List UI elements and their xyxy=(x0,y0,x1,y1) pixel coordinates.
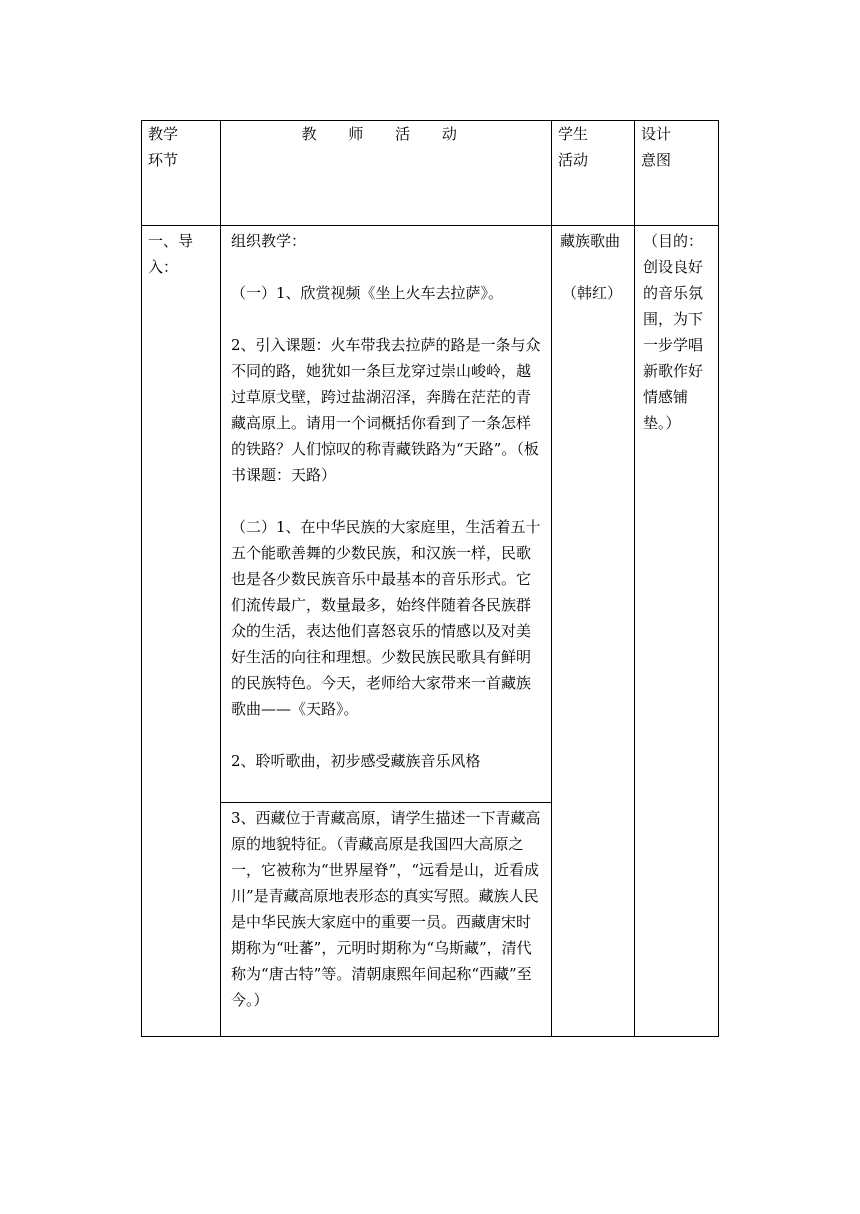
header-stage xyxy=(142,121,221,226)
table-row xyxy=(142,226,719,803)
teacher-paragraph: 2、引入课题：火车带我去拉萨的路是一条与众不同的路，她犹如一条巨龙穿过崇山峻岭，越过草原戈壁，跨过盐湖沼泽，奔腾在茫茫的青藏高原上。请用一个词概括你看到了一条怎样的铁路？人们惊叹的称青藏铁路为“天路”。（板书课题：天路） xyxy=(231,336,541,484)
header-design-line-1: 设计 xyxy=(641,125,672,143)
stage-cell xyxy=(142,226,221,1037)
header-student-line-2: 活动 xyxy=(558,151,589,169)
header-design xyxy=(635,121,719,226)
header-teacher-activity: 教 师 活 动 xyxy=(221,121,552,226)
teacher-activity-cell xyxy=(221,226,552,803)
teacher-paragraph: 组织教学： xyxy=(231,232,307,250)
teacher-paragraph: （二）1、在中华民族的大家庭里，生活着五十五个能歌善舞的少数民族，和汉族一样，民歌也是各少数民族音乐中最基本的音乐形式。它们流传最广，数量最多，始终伴随着各民族群众的生活，表达他们喜怒哀乐的情感以及对美好生活的向往和理想。少数民族民歌具有鲜明的民族特色。今天，老师给大家带来一首藏族歌曲——《天路》。 xyxy=(231,518,541,718)
header-row xyxy=(142,121,719,226)
student-text: 藏族歌曲 xyxy=(560,232,621,250)
teacher-activity-cell xyxy=(221,803,552,1037)
teacher-paragraph: 3、西藏位于青藏高原，请学生描述一下青藏高原的地貌特征。（青藏高原是我国四大高原之一，它被称为“世界屋脊”，“远看是山，近看成川”是青藏高原地表形态的真实写照。藏族人民是中华民族大家庭中的重要一员。西藏唐宋时期称为“吐蕃”，元明时期称为“乌斯藏”，清代称为“唐古特”等。清朝康熙年间起称“西藏”至今。） xyxy=(231,809,541,1009)
stage-text: 一、导入： xyxy=(148,232,194,276)
student-text: （韩红） xyxy=(562,284,623,302)
header-stage-line-2: 环节 xyxy=(148,151,179,169)
student-activity-cell xyxy=(552,226,635,1037)
teacher-paragraph: （一）1、欣赏视频《坐上火车去拉萨》。 xyxy=(231,284,504,302)
teacher-paragraph: 2、聆听歌曲，初步感受藏族音乐风格 xyxy=(231,752,481,770)
header-student xyxy=(552,121,635,226)
header-design-line-2: 意图 xyxy=(641,151,672,169)
header-stage-line-1: 教学 xyxy=(148,125,179,143)
header-student-line-1: 学生 xyxy=(558,125,589,143)
design-text: （目的：创设良好的音乐氛围，为下一步学唱新歌作好情感铺垫。） xyxy=(643,232,704,432)
lesson-plan-table xyxy=(141,120,719,1037)
design-intent-cell xyxy=(635,226,719,1037)
